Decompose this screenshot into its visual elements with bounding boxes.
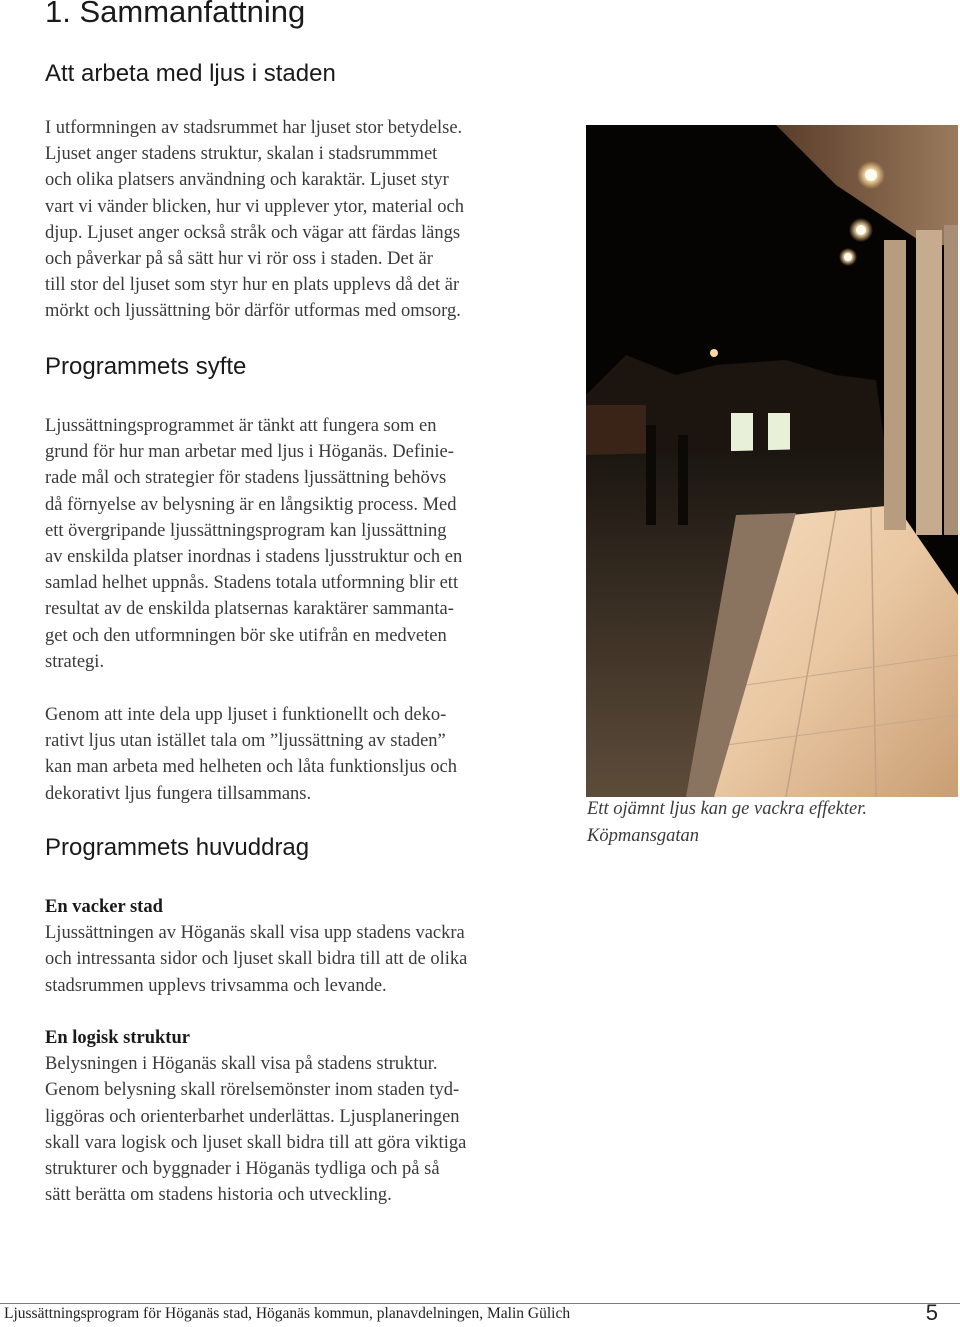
text-line: vart vi vänder blicken, hur vi upplever ytor, material och — [45, 196, 464, 217]
footer-text: Ljussättningsprogram för Höganäs stad, Höganäs kommun, planavdelningen, Malin Gülich — [4, 1305, 571, 1322]
text-line: Genom att inte dela upp ljuset i funktionellt och deko- — [45, 705, 447, 725]
text-line: strategi. — [45, 651, 105, 672]
ceiling-lamp — [865, 169, 877, 181]
subsection-title: En logisk struktur — [45, 1028, 190, 1048]
street-lamp — [710, 349, 718, 357]
text-line: ett övergripande ljussättningsprogram kan ljussättning — [45, 520, 447, 541]
lit-building — [586, 405, 646, 460]
text-line: kan man arbeta med helheten och låta funktionsljus och — [45, 757, 458, 778]
text-line: Genom belysning skall rörelsemönster inom staden tyd- — [45, 1080, 460, 1101]
text-line: och olika platsers användning och karaktär. Ljuset styr — [45, 170, 449, 191]
arcade-column — [884, 240, 906, 530]
text-line: då förnyelse av belysning är en långsiktig process. Med — [45, 494, 457, 515]
text-line: Ljuset anger stadens struktur, skalan i stadsrummmet — [45, 144, 438, 165]
text-line: djup. Ljuset anger också stråk och vägar att färdas längs — [45, 222, 461, 243]
arcade-column — [916, 230, 942, 535]
page-number: 5 — [925, 1300, 938, 1325]
text-line: Ljussättningsprogrammet är tänkt att fungera som en — [45, 416, 437, 436]
text-line: och intressanta sidor och ljuset skall bidra till att de olika — [45, 949, 468, 970]
footer-divider — [0, 1303, 960, 1304]
text-line: get och den utformningen bör ske utifrån en medveten — [45, 625, 447, 646]
text-line: stadsrummen upplevs trivsamma och levande. — [45, 975, 387, 996]
shop-window — [731, 413, 753, 451]
section-paragraph-syfte-2 — [45, 702, 535, 807]
text-line: Belysningen i Höganäs skall visa på stadens struktur. — [45, 1054, 438, 1075]
text-line: mörkt och ljussättning bör därför utformas med omsorg. — [45, 301, 461, 322]
text-line: rade mål och strategier för stadens ljussättning behövs — [45, 468, 447, 489]
subsection-title: En vacker stad — [45, 897, 163, 917]
text-line: och påverkar på så sätt hur vi rör oss i staden. Det är — [45, 249, 433, 270]
section-heading-att-arbeta: Att arbeta med ljus i staden — [45, 60, 336, 87]
text-line: resultat av de enskilda platsernas karaktärer sammanta- — [45, 599, 454, 620]
text-line: Ljussättningen av Höganäs skall visa upp stadens vackra — [45, 923, 465, 944]
text-line: till stor del ljuset som styr hur en plats upplevs då det är — [45, 275, 460, 296]
page-title: 1. Sammanfattning — [45, 0, 306, 29]
caption-line: Köpmansgatan — [587, 825, 700, 846]
bollard — [678, 435, 688, 525]
night-street-photo — [586, 125, 958, 797]
text-line: av enskilda platser inordnas i stadens ljusstruktur och en — [45, 547, 463, 568]
arcade-column — [944, 225, 958, 535]
section-paragraph-att-arbeta — [45, 115, 535, 325]
text-line: rativt ljus utan istället tala om ”ljussättning av staden” — [45, 731, 446, 752]
figure-caption — [587, 796, 867, 849]
ceiling-lamp — [856, 225, 866, 235]
text-line: grund för hur man arbetar med ljus i Höganäs. Definie- — [45, 442, 454, 463]
ceiling-lamp — [844, 253, 852, 261]
subsection-logisk-struktur — [45, 1025, 535, 1208]
text-line: samlad helhet uppnås. Stadens totala utformning blir ett — [45, 573, 459, 594]
text-line: liggöras och orienterbarhet underlättas. Ljusplaneringen — [45, 1106, 460, 1127]
text-line: skall vara logisk och ljuset skall bidra till att göra viktiga — [45, 1132, 467, 1153]
section-heading-syfte: Programmets syfte — [45, 353, 247, 380]
text-line: I utformningen av stadsrummet har ljuset stor betydelse. — [45, 118, 463, 138]
subsection-vacker-stad — [45, 894, 535, 999]
caption-line: Ett ojämnt ljus kan ge vackra effekter. — [587, 799, 867, 819]
text-line: dekorativt ljus fungera tillsammans. — [45, 783, 312, 804]
section-paragraph-syfte-1 — [45, 413, 535, 675]
bollard — [646, 425, 656, 525]
text-line: strukturer och byggnader i Höganäs tydliga och på så — [45, 1159, 440, 1180]
section-heading-huvuddrag: Programmets huvuddrag — [45, 834, 310, 861]
shop-window — [768, 413, 790, 451]
text-line: sätt berätta om stadens historia och utveckling. — [45, 1185, 392, 1206]
